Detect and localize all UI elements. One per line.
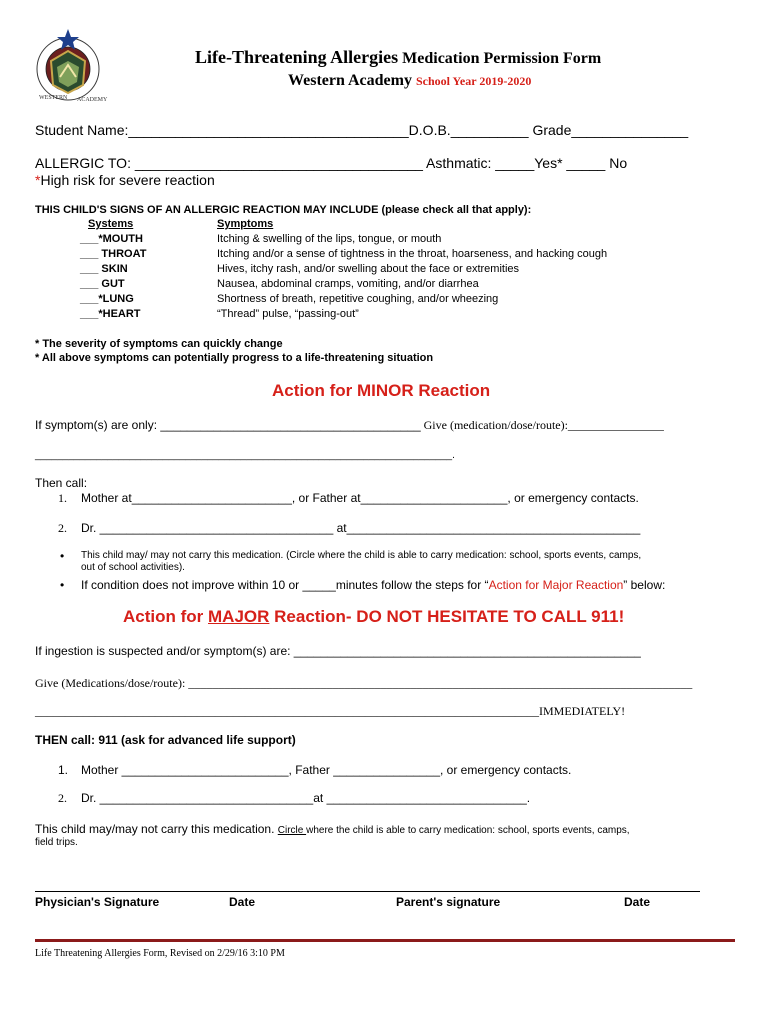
high-risk-star: * xyxy=(35,172,41,188)
major-heading-c: Reaction- DO NOT HESITATE TO CALL 911! xyxy=(269,607,625,626)
systems-header: Systems xyxy=(88,218,134,230)
parent-date-label: Date xyxy=(624,895,651,909)
school-name: Western Academy xyxy=(288,72,412,89)
progression-note: * All above symptoms can potentially progress to a life-threatening situation xyxy=(35,352,434,364)
school-year: School Year 2019-2020 xyxy=(415,74,532,88)
symptom-item: Itching and/or a sense of tightness in the throat, hoarseness, and hacking cough xyxy=(217,248,608,260)
symptom-item: Itching & swelling of the lips, tongue, or mouth xyxy=(217,233,442,245)
minor-item1-contacts: ______________________, or emergency contacts. xyxy=(360,491,639,505)
system-item: ___*HEART xyxy=(80,308,141,320)
major-carry-cont: field trips. xyxy=(35,837,78,848)
physician-signature-label: Physician's Signature xyxy=(35,895,160,909)
minor-if-symptoms xyxy=(35,418,664,433)
major-item1-number: 1. xyxy=(58,763,69,777)
major-heading-a: Action for xyxy=(123,607,208,626)
system-item: ___ THROAT xyxy=(80,248,147,260)
minor-item2-number: 2. xyxy=(58,521,67,535)
minor-item1-number: 1. xyxy=(58,491,67,505)
severity-note: * The severity of symptoms can quickly change xyxy=(35,338,283,350)
give-medication-text: Give (medication/dose/route):________________ xyxy=(420,418,664,432)
carry-text-b: where the child is able to carry medication: school, sports events, camps, xyxy=(306,825,630,836)
major-heading xyxy=(123,607,624,627)
major-item1: Mother _________________________, Father ________________, or emergency contacts. xyxy=(81,763,572,777)
bullet2-text-b: ” below: xyxy=(623,578,666,592)
major-ingestion-line: If ingestion is suspected and/or symptom(s) are: ____________________________________________________ xyxy=(35,644,641,658)
minor-item1-mother: Mother at xyxy=(81,491,132,505)
major-item2 xyxy=(81,791,530,805)
major-item2-number: 2. xyxy=(58,791,67,805)
form-title xyxy=(195,47,601,68)
system-item: ___*MOUTH xyxy=(80,233,143,245)
high-risk-text: High risk for severe reaction xyxy=(40,172,215,188)
carry-circle: Circle xyxy=(277,825,307,836)
symptoms-header: Symptoms xyxy=(217,218,274,230)
minor-item2: Dr. ___________________________________ at____________________________________________ xyxy=(81,521,641,535)
logo-ring-text-right: ACADEMY xyxy=(77,97,108,103)
school-logo xyxy=(33,27,108,107)
minor-heading: Action for MINOR Reaction xyxy=(272,381,491,400)
signs-heading: THIS CHILD'S SIGNS OF AN ALLERGIC REACTION MAY INCLUDE (please check all that apply): xyxy=(35,204,532,216)
major-carry-line xyxy=(35,822,630,836)
system-item: ___*LUNG xyxy=(80,293,134,305)
student-name-line: Student Name:____________________________________D.O.B.__________ Grade_______________ xyxy=(35,122,689,138)
symptom-item: Nausea, abdominal cramps, vomiting, and/or diarrhea xyxy=(217,278,479,290)
high-risk-note xyxy=(35,172,215,188)
carry-text-a: This child may/may not carry this medication. xyxy=(35,822,278,836)
symptom-item: Shortness of breath, repetitive coughing, and/or wheezing xyxy=(217,293,499,305)
minor-continuation-line: ___________________________________________________________________________. xyxy=(35,450,455,461)
bullet-marker: • xyxy=(60,549,65,563)
major-then-call: THEN call: 911 (ask for advanced life support) xyxy=(35,733,296,747)
major-give-line: Give (Medications/dose/route): ____________________________________________________________________________________ xyxy=(35,676,693,690)
logo-ring-text-left: WESTERN xyxy=(39,95,68,101)
bullet-marker: • xyxy=(60,578,65,592)
bullet2-text-a: If condition does not improve within 10 or _____minutes follow the steps for “ xyxy=(81,578,489,592)
minor-item1 xyxy=(81,491,639,505)
title-part1: Life-Threatening Allergies xyxy=(195,47,399,67)
minor-bullet1-cont: out of school activities). xyxy=(81,562,185,573)
physician-date-label: Date xyxy=(229,895,256,909)
symptom-item: Hives, itchy rash, and/or swelling about the face or extremities xyxy=(217,263,520,275)
title-part2: Medication Permission Form xyxy=(398,50,602,67)
footer-text: Life Threatening Allergies Form, Revised on 2/29/16 3:10 PM xyxy=(35,948,285,959)
minor-bullet2 xyxy=(81,578,665,592)
bullet2-major-ref: Action for Major Reaction xyxy=(488,578,624,592)
minor-then-call: Then call: xyxy=(35,476,88,490)
major-item2-at: at ______________________________. xyxy=(313,791,531,805)
major-heading-b: MAJOR xyxy=(208,607,270,626)
system-item: ___ GUT xyxy=(80,278,125,290)
school-line xyxy=(288,72,531,90)
footer-rule xyxy=(35,939,735,942)
minor-bullet1: This child may/ may not carry this medication. (Circle where the child is able to carry medication: school, sports events, camps, xyxy=(81,550,642,561)
allergic-to-line: ALLERGIC TO: _____________________________________ Asthmatic: _____Yes* _____ No xyxy=(35,155,628,171)
signature-rule xyxy=(35,891,700,892)
major-immediately-line: ____________________________________________________________________________________IMMEDIATELY! xyxy=(35,704,626,718)
if-symptoms-text: If symptom(s) are only: _______________________________________ xyxy=(35,418,421,432)
system-item: ___ SKIN xyxy=(80,263,128,275)
parent-signature-label: Parent's signature xyxy=(396,895,501,909)
symptom-item: “Thread” pulse, “passing-out” xyxy=(217,308,359,320)
major-item2-dr: Dr. ________________________________ xyxy=(81,791,314,805)
minor-item1-father: ________________________, or Father at xyxy=(131,491,361,505)
